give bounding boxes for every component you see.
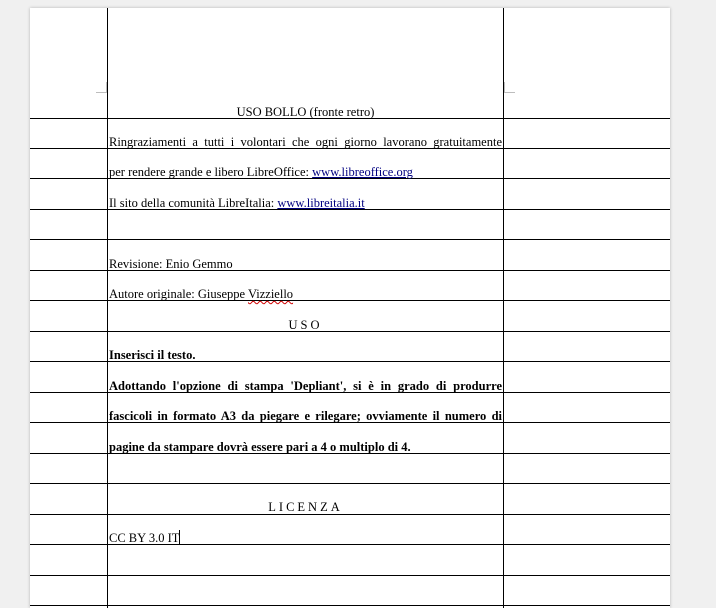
row-line [30,575,670,576]
site-line[interactable] [109,195,502,211]
thanks-line-2[interactable] [109,164,502,180]
libreoffice-link[interactable]: www.libreoffice.org [312,165,413,179]
author-name-misspelled: Vizziello [247,287,294,301]
text-boundary-corner-right [504,82,515,93]
author-line-text: Autore originale: Giuseppe [109,287,248,301]
left-margin-line [107,8,108,608]
document-page[interactable] [30,8,670,608]
insert-text-line[interactable]: Inserisci il testo. [109,348,196,362]
author-line[interactable] [109,286,502,302]
libreitalia-link[interactable]: www.libreitalia.it [277,196,365,210]
row-line [30,483,670,484]
text-boundary-corner-left [96,82,107,93]
row-line [30,605,670,606]
paragraph-line-2[interactable]: fascicoli in formato A3 da piegare e rilegare; ovviamente il numero di [109,409,502,423]
paragraph-line-1[interactable]: Adottando l'opzione di stampa 'Depliant', si è in grado di produrre [109,379,502,393]
license-heading[interactable]: LICENZA [268,500,343,514]
thanks-line-2-text: per rendere grande e libero LibreOffice: [109,165,313,179]
license-text: CC BY 3.0 IT [109,531,180,545]
thanks-line-1[interactable]: Ringraziamenti a tutti i volontari che ogni giorno lavorano gratuitamente [109,135,502,149]
license-line[interactable] [109,530,502,546]
right-margin-line [503,8,504,608]
site-line-text: Il sito della comunità LibreItalia: [109,196,278,210]
paragraph-line-3[interactable]: pagine da stampare dovrà essere pari a 4 o multiplo di 4. [109,440,411,454]
uso-heading[interactable]: USO [288,318,323,332]
revision-line[interactable]: Revisione: Enio Gemmo [109,257,233,271]
title-line[interactable]: USO BOLLO (fronte retro) [236,105,375,119]
row-line [30,239,670,240]
text-cursor [179,530,180,545]
